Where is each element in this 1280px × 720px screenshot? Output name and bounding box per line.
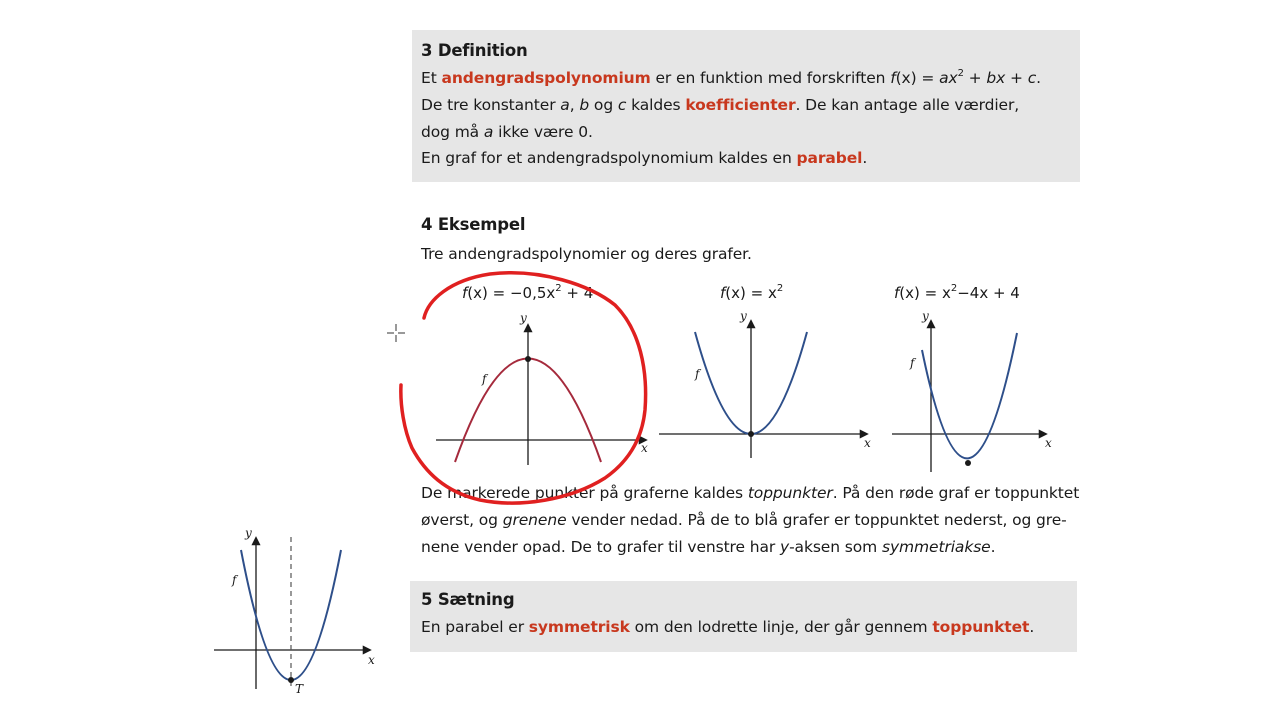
y-axis-label: y: [520, 311, 527, 325]
x-axis-label: x: [641, 441, 648, 455]
description-line-1: De markerede punkter på graferne kaldes toppunkter. På den røde graf er toppunktet: [421, 484, 1080, 502]
vertex-point: [965, 460, 971, 466]
theorem-heading: 5 Sætning: [421, 590, 515, 609]
definition-line-3: dog må a ikke være 0.: [421, 122, 593, 141]
definition-heading: 3 Definition: [421, 41, 528, 60]
y-axis-label: y: [245, 526, 252, 540]
definition-box: [412, 30, 1080, 182]
y-axis-label: y: [740, 309, 747, 323]
formula: $f(x) = ax^2$ + bx + c: [890, 68, 1037, 87]
term-parabel: parabel: [796, 149, 863, 168]
vertex-point: [288, 677, 294, 683]
curve-label: f: [232, 573, 237, 587]
graph-1-label: $f(x) = -0,5x^2 + 4$: [462, 283, 594, 302]
term-koefficienter: koefficienter: [685, 95, 796, 114]
description: [421, 480, 1081, 561]
theorem-text: En parabel er symmetrisk om den lodrette linje, der går gennem toppunktet.: [421, 618, 1035, 636]
side-graph: [210, 525, 385, 700]
description-line-3: nene vender opad. De to grafer til venstre har y-aksen som symmetriakse.: [421, 538, 996, 556]
graph-3: [888, 305, 1068, 475]
vertex-point: [525, 356, 531, 362]
y-axis-label: y: [922, 309, 929, 323]
example-intro: Tre andengradspolynomier og deres grafer.: [421, 245, 752, 263]
curve-label: f: [910, 356, 915, 370]
graph-3-label: $f(x) = x^2-4x + 4$: [894, 283, 1020, 302]
vertex-point: [748, 431, 754, 437]
example-heading: 4 Eksempel: [421, 215, 526, 234]
x-axis-label: x: [864, 436, 871, 450]
theorem-box: [410, 581, 1077, 652]
curve-label: f: [482, 372, 487, 386]
term-symmetrisk: symmetrisk: [528, 618, 630, 636]
parabola-curve: [922, 333, 1017, 458]
graph-1: [420, 305, 660, 475]
crosshair-cursor-icon: [386, 323, 406, 343]
term-toppunktet: toppunktet: [932, 618, 1030, 636]
term-andengradspolynomium: andengradspolynomium: [441, 69, 651, 87]
graph-2-label: $f(x) = x^2$: [720, 283, 784, 302]
graph-2: [655, 305, 885, 470]
description-line-2: øverst, og grenene vender nedad. På de to blå grafer er toppunktet nederst, og gre-: [421, 511, 1067, 529]
x-axis-label: x: [1045, 436, 1052, 450]
definition-line-1: Et andengradspolynomium er en funktion med forskriften $f(x) = ax^2$ + bx + c.: [421, 68, 1041, 87]
vertex-label: T: [295, 682, 304, 696]
x-axis-label: x: [368, 653, 375, 667]
definition-line-2: De tre konstanter a, b og c kaldes koefficienter. De kan antage alle værdier,: [421, 95, 1020, 114]
example-section: [421, 214, 1081, 268]
curve-label: f: [695, 367, 700, 381]
definition-line-4: En graf for et andengradspolynomium kaldes en parabel.: [421, 149, 868, 168]
